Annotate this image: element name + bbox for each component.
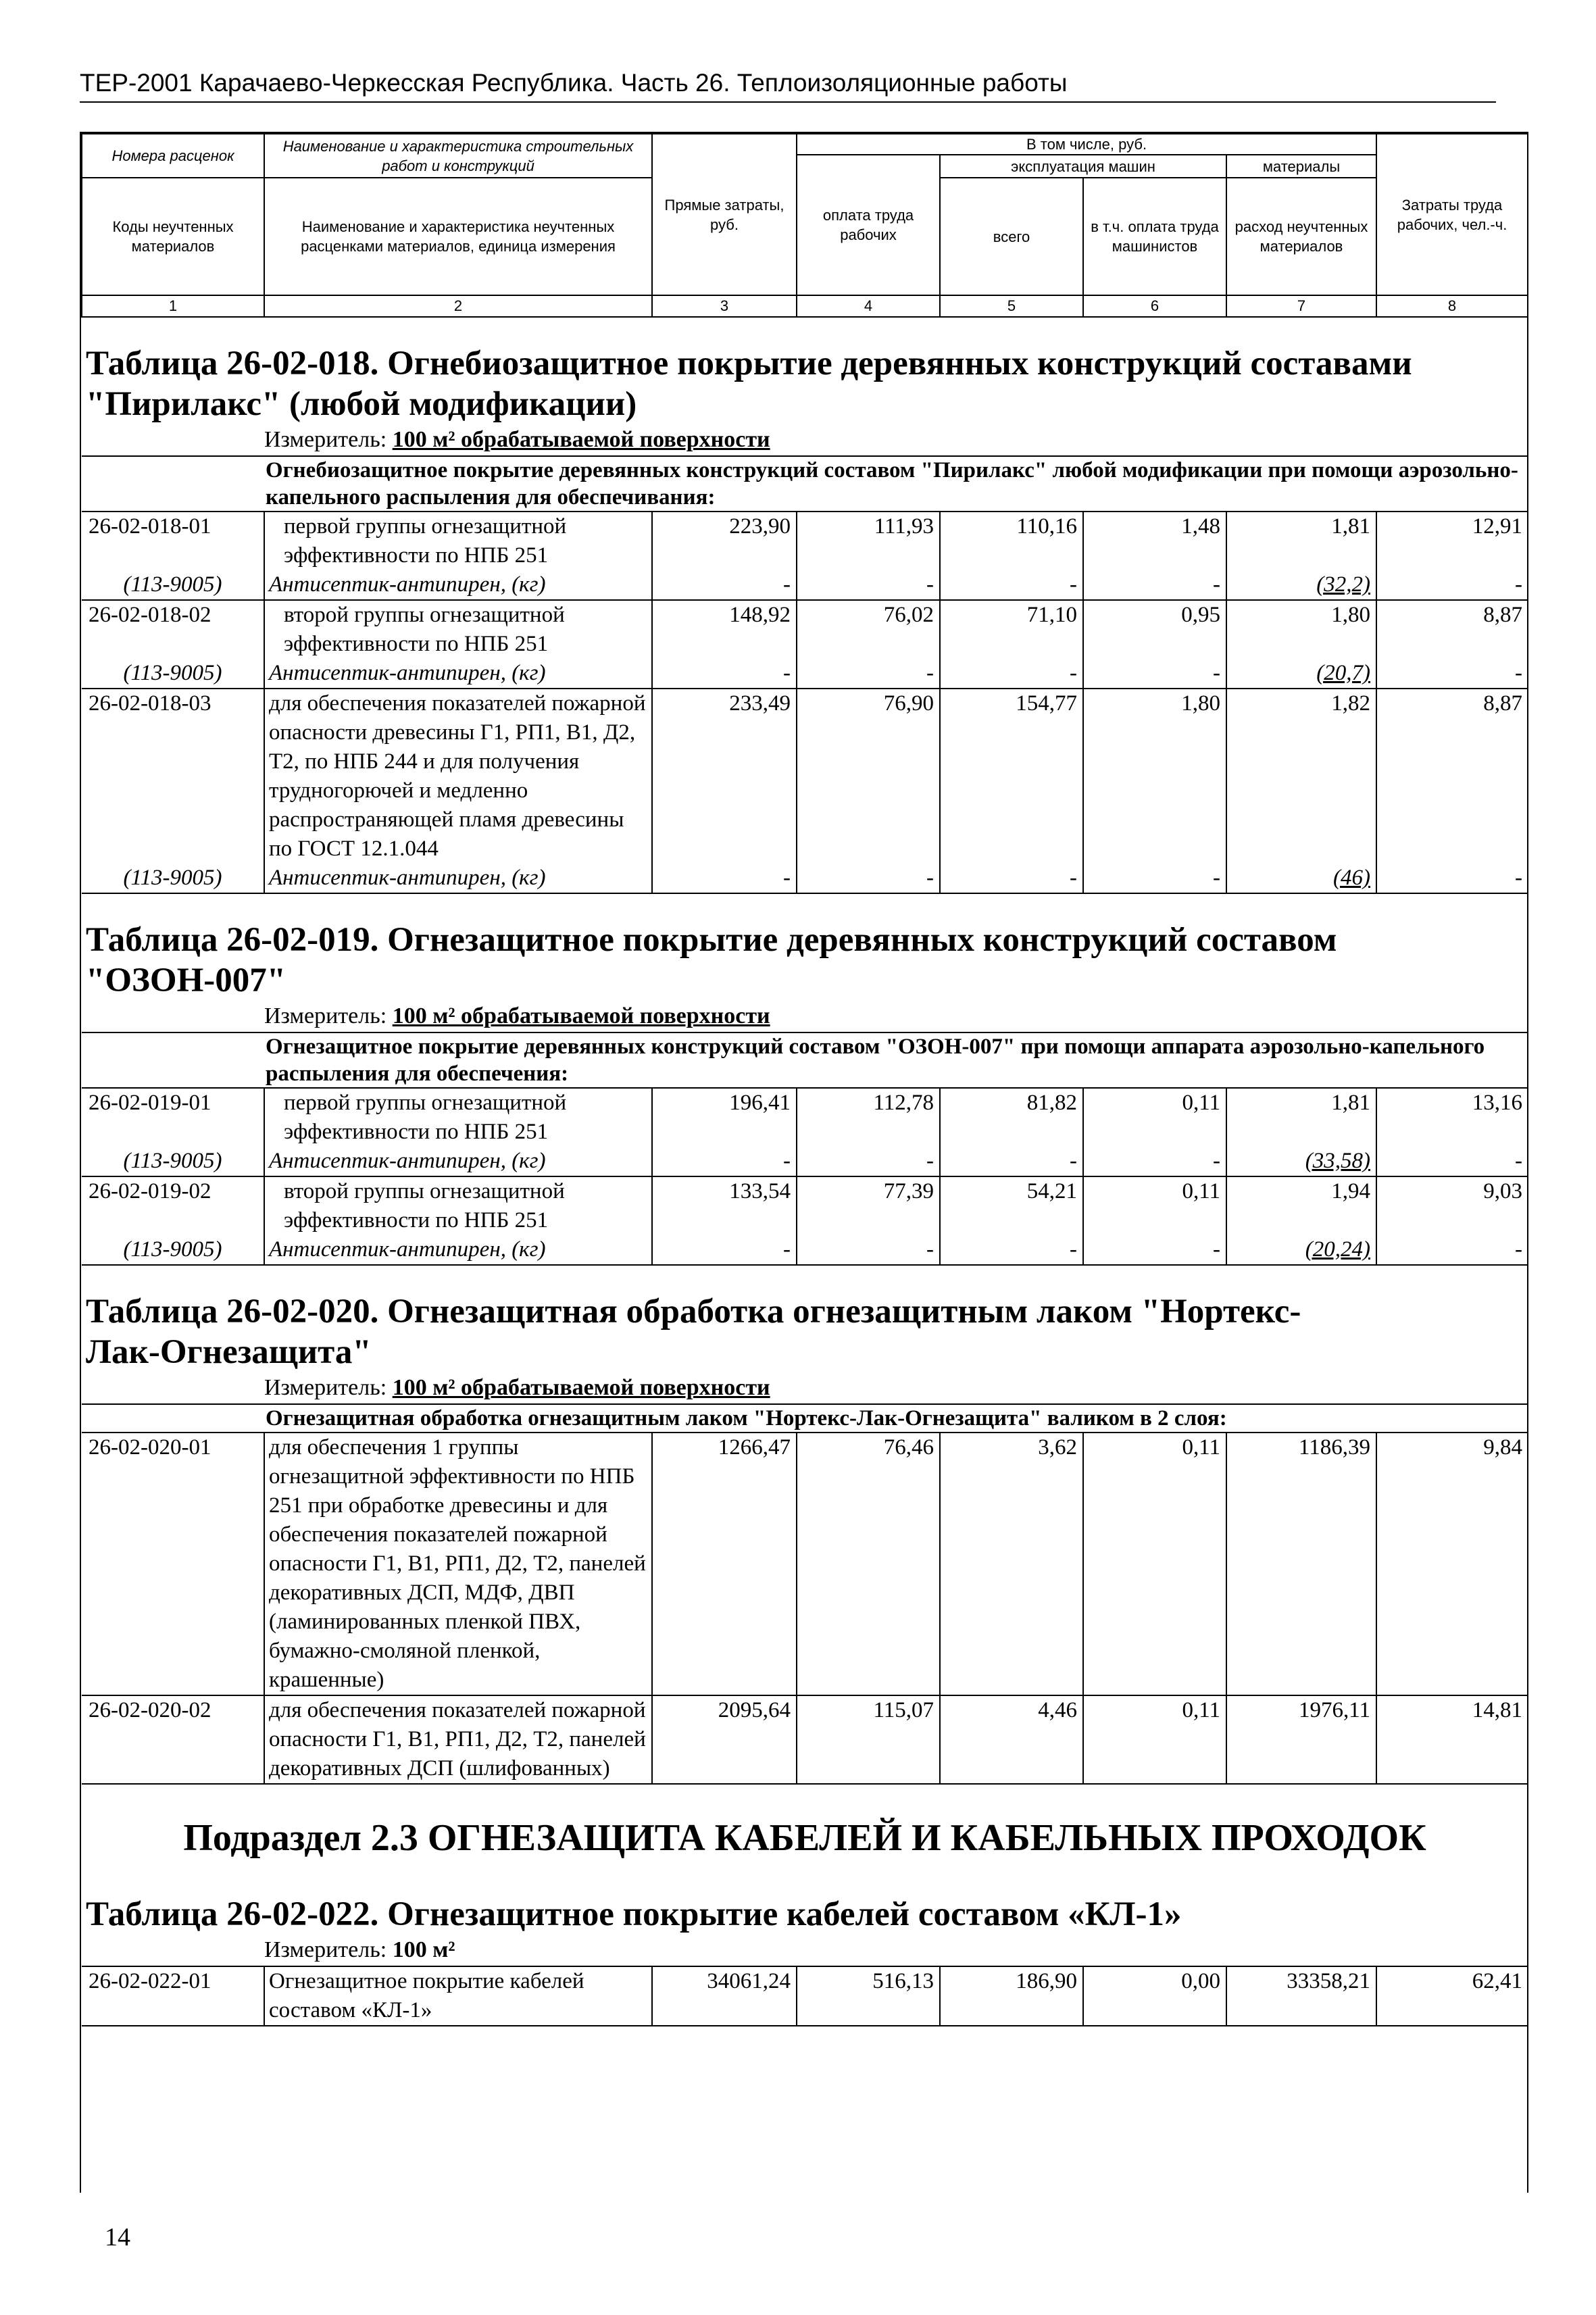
material-code: (113-9005): [82, 659, 264, 689]
direct-costs: 2095,64: [652, 1695, 797, 1784]
table-row: [82, 600, 1528, 659]
materials: 1,94: [1226, 1176, 1376, 1235]
table-row: [82, 1695, 1528, 1784]
col-codes-header: Коды неучтенных материалов: [82, 178, 264, 295]
material-name: Антисептик-антипирен, (кг): [264, 1147, 652, 1176]
col-number-1: 1: [82, 295, 264, 317]
rate-code: 26-02-018-03: [89, 691, 211, 716]
material-code: (113-9005): [82, 1147, 264, 1176]
rate-code: 26-02-018-01: [89, 514, 211, 539]
table-row: [82, 689, 1528, 864]
wages: 111,93: [797, 512, 940, 570]
machines-total: 4,46: [940, 1695, 1083, 1784]
material-consumption: (46): [1226, 864, 1376, 893]
wages: 112,78: [797, 1088, 940, 1147]
material-row: (113-9005) Антисептик-антипирен, (кг) - - - - (32,2) -: [82, 570, 1528, 600]
labor: 9,84: [1376, 1433, 1528, 1695]
materials: 1,80: [1226, 600, 1376, 659]
material-code: (113-9005): [82, 1235, 264, 1265]
wages: 76,02: [797, 600, 940, 659]
rate-name: второй группы огнезащитной эффективности по НПБ 251: [264, 600, 652, 659]
column-header: [82, 134, 1528, 317]
page-header-title: ТЕР-2001 Карачаево-Черкесская Республика. Часть 26. Теплоизоляционные работы: [80, 69, 1068, 97]
price-table: [81, 133, 1528, 2026]
col-number-header: Номера расценок: [82, 134, 264, 178]
machines-total: 110,16: [940, 512, 1083, 570]
materials: 33358,21: [1226, 1966, 1376, 2026]
table-title: Таблица 26-02-020. Огнезащитная обработка огнезащитным лаком "Нортекс-Лак-Огнезащита": [86, 1293, 1301, 1371]
wages: 115,07: [797, 1695, 940, 1784]
material-row: (113-9005) Антисептик-антипирен, (кг) - - - - (33,58) -: [82, 1147, 1528, 1176]
table-row: [82, 512, 1528, 570]
material-row: (113-9005) Антисептик-антипирен, (кг) - - - - (46) -: [82, 864, 1528, 893]
operators-wages: 0,11: [1083, 1433, 1226, 1695]
table-title: Таблица 26-02-022. Огнезащитное покрытие кабелей составом «КЛ-1»: [86, 1895, 1182, 1933]
operators-wages: 1,48: [1083, 512, 1226, 570]
material-consumption: (32,2): [1226, 570, 1376, 600]
table-title: Таблица 26-02-018. Огнебиозащитное покрытие деревянных конструкций составами "Пирилакс" (любой модификации): [86, 345, 1412, 423]
col-operators-wages-header: в т.ч. оплата труда машинистов: [1083, 178, 1226, 295]
operators-wages: 0,95: [1083, 600, 1226, 659]
material-row: (113-9005) Антисептик-антипирен, (кг) - - - - (20,7) -: [82, 659, 1528, 689]
col-number-3: 3: [652, 295, 797, 317]
col-number-2: 2: [264, 295, 652, 317]
wages: 76,90: [797, 689, 940, 864]
rate-code: 26-02-020-02: [82, 1695, 264, 1784]
rate-code: 26-02-019-01: [89, 1091, 211, 1115]
col-group-header: В том числе, руб.: [797, 134, 1376, 155]
material-consumption: (33,58): [1226, 1147, 1376, 1176]
group-heading: Огнезащитное покрытие деревянных конструкций составом "ОЗОН-007" при помощи аппарата аэрозольно-капельного распыления для обеспечения:: [264, 1032, 1528, 1088]
labor: 62,41: [1376, 1966, 1528, 2026]
col-materials-header: материалы: [1226, 155, 1376, 178]
rate-name: второй группы огнезащитной эффективности по НПБ 251: [264, 1176, 652, 1235]
rate-name: для обеспечения 1 группы огнезащитной эффективности по НПБ 251 при обработке древесины и для обеспечения показателей пожарной опасности Г1, В1, РП1, Д2, Т2, панелей декоративных ДСП, МДФ, ДВП (ламинированных пленкой ПВХ, бумажно-смоляной пленкой, крашенные): [264, 1433, 652, 1695]
rate-code: 26-02-019-02: [89, 1179, 211, 1203]
machines-total: 71,10: [940, 600, 1083, 659]
direct-costs: 196,41: [652, 1088, 797, 1147]
materials: 1,81: [1226, 1088, 1376, 1147]
col-name-header: Наименование и характеристика строительных работ и конструкций: [264, 134, 652, 178]
group-heading: Огнебиозащитное покрытие деревянных конструкций составом "Пирилакс" любой модификации при помощи аэрозольно-капельного распыления для обеспечивания:: [264, 456, 1528, 512]
direct-costs: 133,54: [652, 1176, 797, 1235]
material-name: Антисептик-антипирен, (кг): [264, 1235, 652, 1265]
col-material-use-header: расход неучтенных материалов: [1226, 178, 1376, 295]
rate-name: первой группы огнезащитной эффективности по НПБ 251: [264, 512, 652, 570]
col-number-4: 4: [797, 295, 940, 317]
col-wages-header: оплата труда рабочих: [797, 155, 940, 295]
operators-wages: 0,00: [1083, 1966, 1226, 2026]
materials: 1,81: [1226, 512, 1376, 570]
labor: 8,87: [1376, 689, 1528, 864]
material-consumption: (20,7): [1226, 659, 1376, 689]
table-26-02-022: [82, 1887, 1528, 2026]
price-sheet: [80, 132, 1528, 2193]
machines-total: 81,82: [940, 1088, 1083, 1147]
col-direct-costs-header: Прямые затраты, руб.: [652, 134, 797, 295]
table-26-02-020: [82, 1265, 1528, 1784]
col-number-7: 7: [1226, 295, 1376, 317]
col-material-name-header: Наименование и характеристика неучтенных расценками материалов, единица измерения: [264, 178, 652, 295]
material-consumption: (20,24): [1226, 1235, 1376, 1265]
labor: 9,03: [1376, 1176, 1528, 1235]
machines-total: 3,62: [940, 1433, 1083, 1695]
rate-name: первой группы огнезащитной эффективности по НПБ 251: [264, 1088, 652, 1147]
measure-unit: Измеритель: 100 м²: [264, 1935, 1528, 1966]
operators-wages: 0,11: [1083, 1088, 1226, 1147]
operators-wages: 0,11: [1083, 1695, 1226, 1784]
wages: 76,46: [797, 1433, 940, 1695]
col-number-5: 5: [940, 295, 1083, 317]
material-code: (113-9005): [82, 864, 264, 893]
material-name: Антисептик-антипирен, (кг): [264, 570, 652, 600]
machines-total: 54,21: [940, 1176, 1083, 1235]
table-26-02-018: [82, 317, 1528, 893]
col-number-6: 6: [1083, 295, 1226, 317]
group-heading: Огнезащитная обработка огнезащитным лаком "Нортекс-Лак-Огнезащита" валиком в 2 слоя:: [264, 1404, 1528, 1433]
materials: 1976,11: [1226, 1695, 1376, 1784]
labor: 8,87: [1376, 600, 1528, 659]
rate-name: Огнезащитное покрытие кабелей составом «КЛ-1»: [264, 1966, 652, 2026]
materials: 1,82: [1226, 689, 1376, 864]
direct-costs: 1266,47: [652, 1433, 797, 1695]
subsection-title: Подраздел 2.3 ОГНЕЗАЩИТА КАБЕЛЕЙ И КАБЕЛЬНЫХ ПРОХОДОК: [183, 1817, 1426, 1859]
wages: 516,13: [797, 1966, 940, 2026]
col-machines-total-header: всего: [940, 178, 1083, 295]
direct-costs: 233,49: [652, 689, 797, 864]
wages: 77,39: [797, 1176, 940, 1235]
operators-wages: 1,80: [1083, 689, 1226, 864]
labor: 13,16: [1376, 1088, 1528, 1147]
direct-costs: 148,92: [652, 600, 797, 659]
table-row: [82, 1433, 1528, 1695]
table-row: [82, 1176, 1528, 1235]
materials: 1186,39: [1226, 1433, 1376, 1695]
table-title: Таблица 26-02-019. Огнезащитное покрытие деревянных конструкций составом "ОЗОН-007": [86, 921, 1337, 999]
material-name: Антисептик-антипирен, (кг): [264, 864, 652, 893]
rate-code: 26-02-018-02: [89, 603, 211, 627]
material-code: (113-9005): [82, 570, 264, 600]
measure-unit: Измеритель: 100 м² обрабатываемой поверхности: [264, 1372, 1528, 1404]
rate-code: 26-02-020-01: [82, 1433, 264, 1695]
direct-costs: 34061,24: [652, 1966, 797, 2026]
measure-unit: Измеритель: 100 м² обрабатываемой поверхности: [264, 424, 1528, 456]
col-machines-header: эксплуатация машин: [940, 155, 1226, 178]
table-row: [82, 1966, 1528, 2026]
col-labor-header: Затраты труда рабочих, чел.-ч.: [1376, 134, 1528, 295]
rate-name: для обеспечения показателей пожарной опасности древесины Г1, РП1, В1, Д2, Т2, по НПБ 244 и для получения трудногорючей и медленно распространяющей пламя древесины по ГОСТ 12.1.044: [264, 689, 652, 864]
subsection-2-3: [82, 1784, 1528, 1887]
labor: 12,91: [1376, 512, 1528, 570]
measure-unit: Измеритель: 100 м² обрабатываемой поверхности: [264, 1001, 1528, 1032]
material-name: Антисептик-антипирен, (кг): [264, 659, 652, 689]
material-row: (113-9005) Антисептик-антипирен, (кг) - - - - (20,24) -: [82, 1235, 1528, 1265]
table-row: [82, 1088, 1528, 1147]
col-number-8: 8: [1376, 295, 1528, 317]
rate-code: 26-02-022-01: [82, 1966, 264, 2026]
machines-total: 186,90: [940, 1966, 1083, 2026]
machines-total: 154,77: [940, 689, 1083, 864]
table-26-02-019: [82, 893, 1528, 1265]
page-header: [80, 65, 1496, 103]
labor: 14,81: [1376, 1695, 1528, 1784]
rate-name: для обеспечения показателей пожарной опасности Г1, В1, РП1, Д2, Т2, панелей декоративных ДСП (шлифованных): [264, 1695, 652, 1784]
operators-wages: 0,11: [1083, 1176, 1226, 1235]
direct-costs: 223,90: [652, 512, 797, 570]
page-number: 14: [105, 2223, 130, 2251]
